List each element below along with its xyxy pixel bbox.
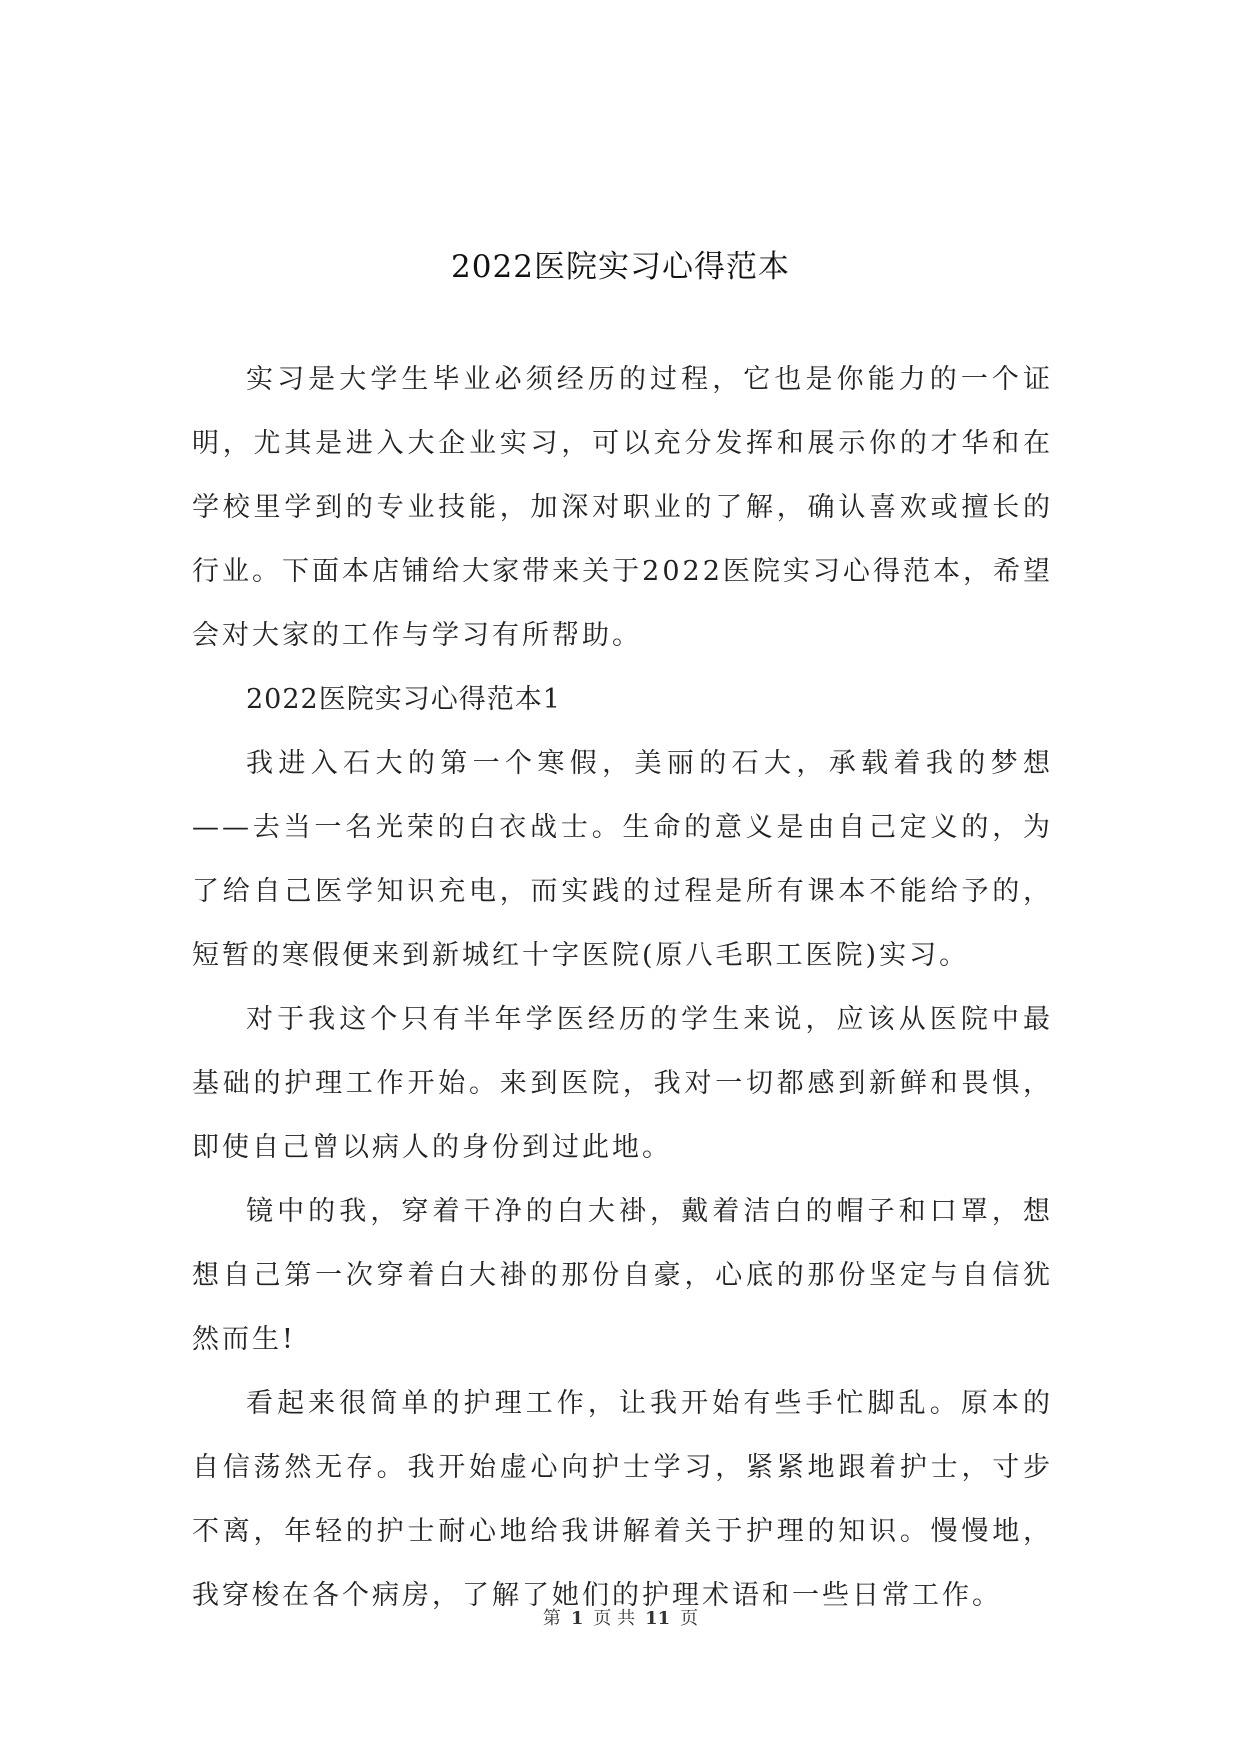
total-page-number: 11 [645, 1608, 671, 1629]
page-title: 2022医院实习心得范本 [451, 248, 790, 285]
section-heading: 2022医院实习心得范本1 [246, 684, 561, 715]
page-footer [0, 1606, 1241, 1632]
body-paragraph: 镜中的我，穿着干净的白大褂，戴着洁白的帽子和口罩，想想自己第一次穿着白大褂的那份自豪，心底的那份坚定与自信犹然而生! [192, 1196, 1053, 1355]
body-paragraph: 看起来很简单的护理工作，让我开始有些手忙脚乱。原本的自信荡然无存。我开始虚心向护士学习，紧紧地跟着护士，寸步不离，年轻的护士耐心地给我讲解着关于护理的知识。慢慢地，我穿梭在各个病房，了解了她们的护理术语和一些日常工作。 [192, 1388, 1053, 1611]
body-paragraph: 对于我这个只有半年学医经历的学生来说，应该从医院中最基础的护理工作开始。来到医院，我对一切都感到新鲜和畏惧，即使自己曾以病人的身份到过此地。 [192, 1004, 1053, 1163]
intro-paragraph: 实习是大学生毕业必须经历的过程，它也是你能力的一个证明，尤其是进入大企业实习，可以充分发挥和展示你的才华和在学校里学到的专业技能，加深对职业的了解，确认喜欢或擅长的行业。下面本店铺给大家带来关于2022医院实习心得范本，希望会对大家的工作与学习有所帮助。 [192, 364, 1053, 651]
footer-suffix: 页 [680, 1608, 699, 1629]
footer-middle: 页 共 [593, 1608, 636, 1629]
footer-prefix: 第 [542, 1608, 561, 1629]
document-body [192, 348, 1053, 1628]
current-page-number: 1 [570, 1608, 584, 1629]
body-paragraph: 我进入石大的第一个寒假，美丽的石大，承载着我的梦想——去当一名光荣的白衣战士。生命的意义是由自己定义的，为了给自己医学知识充电，而实践的过程是所有课本不能给予的，短暂的寒假便来到新城红十字医院(原八毛职工医院)实习。 [192, 748, 1053, 971]
